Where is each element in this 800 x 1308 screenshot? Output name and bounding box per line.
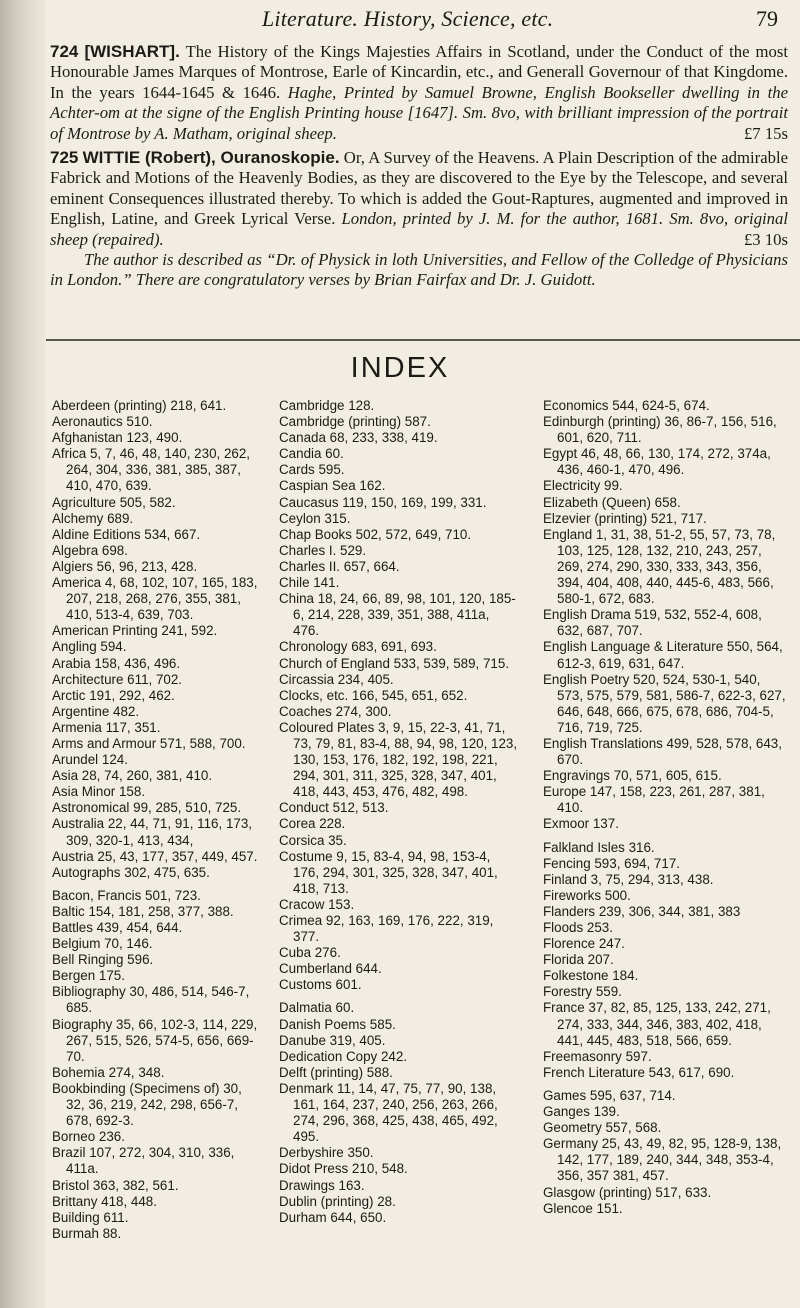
index-entry: Arundel 124. bbox=[52, 752, 128, 768]
index-entry: America 4, 68, 102, 107, 165, 183, 207, 218, 268, 276, 355, 381, 410, 513-4, 639, 703. bbox=[52, 575, 258, 623]
entry-author: [WISHART]. bbox=[84, 42, 180, 61]
index-entry: French Literature 543, 617, 690. bbox=[543, 1064, 735, 1080]
index-entry: Customs 601. bbox=[279, 977, 362, 993]
index-entry: American Printing 241, 592. bbox=[52, 623, 218, 639]
index-entry: Belgium 70, 146. bbox=[52, 936, 153, 952]
index-entry: English Language & Literature 550, 564, 612-3, 619, 631, 647. bbox=[543, 639, 783, 671]
index-entry: Flanders 239, 306, 344, 381, 383 bbox=[543, 903, 741, 919]
index-entry: Cards 595. bbox=[279, 462, 345, 478]
entry-author: WITTIE (Robert), Ouranoskopie. bbox=[82, 148, 340, 168]
index-entry: Candia 60. bbox=[279, 446, 344, 462]
index-entry: Exmoor 137. bbox=[543, 816, 619, 832]
index-entry: Geometry 557, 568. bbox=[543, 1120, 662, 1136]
index-entry: Chronology 683, 691, 693. bbox=[279, 639, 437, 655]
index-entry: Alchemy 689. bbox=[52, 510, 134, 526]
index-entry: Conduct 512, 513. bbox=[279, 800, 389, 816]
index-entry: Astronomical 99, 285, 510, 725. bbox=[52, 800, 242, 816]
index-entry: Elizabeth (Queen) 658. bbox=[543, 494, 681, 510]
index-entry: Baltic 154, 181, 258, 377, 388. bbox=[52, 903, 234, 919]
entry-price: £3 10s bbox=[743, 229, 788, 249]
index-entry: Derbyshire 350. bbox=[279, 1145, 374, 1161]
index-entry: Glasgow (printing) 517, 633. bbox=[543, 1184, 712, 1200]
index-entry: Cuba 276. bbox=[279, 945, 341, 961]
index-entry: Clocks, etc. 166, 545, 651, 652. bbox=[279, 687, 468, 703]
index-entry: Borneo 236. bbox=[52, 1129, 125, 1145]
index-entry: Arabia 158, 436, 496. bbox=[52, 655, 181, 671]
index-entry: Brazil 107, 272, 304, 310, 336, 411a. bbox=[52, 1145, 235, 1177]
index-entry: Crimea 92, 163, 169, 176, 222, 319, 377. bbox=[279, 913, 494, 945]
index-entry: Economics 544, 624-5, 674. bbox=[543, 398, 710, 413]
index-entry: Dalmatia 60. bbox=[279, 1000, 355, 1016]
entry-price: £7 15s bbox=[743, 123, 788, 143]
page-number: 79 bbox=[756, 6, 778, 31]
index-entry: Bristol 363, 382, 561. bbox=[52, 1177, 179, 1193]
catalogue-entry-725 bbox=[50, 148, 788, 291]
index-entry: Arctic 191, 292, 462. bbox=[52, 687, 175, 703]
section-divider bbox=[46, 339, 800, 341]
index-entry: Germany 25, 43, 49, 82, 95, 128-9, 138, 142, 177, 189, 240, 344, 348, 353-4, 356, 357 381, 457. bbox=[543, 1136, 782, 1184]
index-entry: Denmark 11, 14, 47, 75, 77, 90, 138, 161, 164, 237, 240, 256, 263, 266, 274, 296, 368, 425, 438, 465, 492, 495. bbox=[279, 1080, 498, 1145]
index-entry: Asia 28, 74, 260, 381, 410. bbox=[52, 768, 213, 784]
entry-note: The author is described as “Dr. of Physick in loth Universities, and Fellow of the Colledge of Physicians in London.” There are congratulatory verses by Brian Fairfax and Dr. J. Guidott. bbox=[50, 250, 788, 290]
index-entry: Danube 319, 405. bbox=[279, 1032, 386, 1048]
index-entry: Austria 25, 43, 177, 357, 449, 457. bbox=[52, 848, 258, 864]
index-entry: Australia 22, 44, 71, 91, 116, 173, 309, 320-1, 413, 434, bbox=[52, 816, 253, 848]
index-entry: Engravings 70, 571, 605, 615. bbox=[543, 768, 722, 784]
index-entry: Costume 9, 15, 83-4, 94, 98, 153-4, 176, 294, 301, 325, 328, 347, 401, 418, 713. bbox=[279, 848, 498, 896]
index-entry: Algebra 698. bbox=[52, 542, 128, 558]
index-entry: Delft (printing) 588. bbox=[279, 1064, 393, 1080]
index-entry: Falkland Isles 316. bbox=[543, 839, 655, 855]
index-entry: Charles II. 657, 664. bbox=[279, 558, 400, 574]
index-entry: Florida 207. bbox=[543, 952, 614, 968]
index-entry: Cumberland 644. bbox=[279, 961, 382, 977]
index-entry: Arms and Armour 571, 588, 700. bbox=[52, 735, 246, 751]
index-entry: Architecture 611, 702. bbox=[52, 671, 183, 687]
index-entry: Autographs 302, 475, 635. bbox=[52, 864, 210, 880]
index-entry: Cracow 153. bbox=[279, 896, 355, 912]
index-entry: Argentine 482. bbox=[52, 703, 140, 719]
index-entry: Elzevier (printing) 521, 717. bbox=[543, 510, 707, 526]
index-entry: Bacon, Francis 501, 723. bbox=[52, 887, 201, 903]
index-entry: Drawings 163. bbox=[279, 1177, 365, 1193]
index-entry: Algiers 56, 96, 213, 428. bbox=[52, 558, 198, 574]
index-entry: Circassia 234, 405. bbox=[279, 671, 394, 687]
index-entry: Egypt 46, 48, 66, 130, 174, 272, 374a, 436, 460-1, 470, 496. bbox=[543, 446, 771, 478]
index-entry: Angling 594. bbox=[52, 639, 127, 655]
catalogue-entry-724 bbox=[50, 42, 788, 144]
index-entry: Corsica 35. bbox=[279, 832, 347, 848]
index-entry: Battles 439, 454, 644. bbox=[52, 920, 183, 935]
index-column-2 bbox=[279, 398, 519, 1226]
index-entry: Asia Minor 158. bbox=[52, 784, 146, 800]
index-entry: Afghanistan 123, 490. bbox=[52, 430, 183, 446]
index-entry: China 18, 24, 66, 89, 98, 101, 120, 185-6, 214, 228, 339, 351, 388, 411a, 476. bbox=[279, 591, 516, 639]
running-head: Literature. History, Science, etc. bbox=[262, 6, 554, 31]
entry-imprint: Haghe, Printed by Samuel Browne, English Bookseller dwelling in the Achter-om at the signe of the English Printing house [1647]. Sm. 8vo, with brilliant impression of the portrait of Montrose by A. Matham, original sheep. bbox=[50, 82, 788, 143]
index-entry: Africa 5, 7, 46, 48, 140, 230, 262, 264, 304, 336, 381, 385, 387, 410, 470, 639. bbox=[52, 446, 251, 494]
index-entry: Corea 228. bbox=[279, 816, 346, 832]
index-entry: Bookbinding (Specimens of) 30, 32, 36, 219, 242, 298, 656-7, 678, 692-3. bbox=[52, 1080, 242, 1129]
index-entry: Chap Books 502, 572, 649, 710. bbox=[279, 526, 472, 542]
index-entry: Bohemia 274, 348. bbox=[52, 1064, 165, 1080]
index-entry: Coloured Plates 3, 9, 15, 22-3, 41, 71, 73, 79, 81, 83-4, 88, 94, 98, 120, 123, 130, 153, 176, 182, 192, 198, 221, 294, 301, 311, 325, 328, 347, 401, 418, 443, 453, 476, 482, 498. bbox=[279, 719, 518, 800]
index-entry: Games 595, 637, 714. bbox=[543, 1087, 676, 1103]
index-entry: Europe 147, 158, 223, 261, 287, 381, 410. bbox=[543, 784, 765, 816]
index-entry: Ganges 139. bbox=[543, 1104, 620, 1120]
index-entry: Folkestone 184. bbox=[543, 968, 639, 984]
entry-number: 725 bbox=[50, 148, 79, 168]
page-edge-shadow bbox=[0, 0, 46, 1308]
index-entry: Burmah 88. bbox=[52, 1225, 122, 1241]
index-entry: Fireworks 500. bbox=[543, 887, 631, 903]
index-entry: Edinburgh (printing) 36, 86-7, 156, 516, 601, 620, 711. bbox=[543, 414, 777, 446]
index-entry: Bergen 175. bbox=[52, 968, 125, 984]
index-entry: Finland 3, 75, 294, 313, 438. bbox=[543, 871, 714, 887]
index-entry: Bell Ringing 596. bbox=[52, 952, 154, 968]
index-entry: Aeronautics 510. bbox=[52, 414, 153, 430]
page-header bbox=[0, 4, 800, 38]
index-entry: Florence 247. bbox=[543, 936, 625, 952]
index-column-1 bbox=[52, 398, 264, 1242]
index-entry: Cambridge (printing) 587. bbox=[279, 414, 431, 430]
index-entry: Ceylon 315. bbox=[279, 510, 351, 526]
index-entry: Electricity 99. bbox=[543, 478, 623, 494]
index-entry: Dublin (printing) 28. bbox=[279, 1193, 396, 1209]
entry-number: 724 bbox=[50, 42, 79, 61]
index-entry: Didot Press 210, 548. bbox=[279, 1161, 408, 1177]
index-entry: Fencing 593, 694, 717. bbox=[543, 855, 680, 871]
index-entry: Floods 253. bbox=[543, 920, 613, 935]
index-entry: Danish Poems 585. bbox=[279, 1016, 396, 1032]
index-column-3 bbox=[543, 398, 786, 1217]
index-entry: Forestry 559. bbox=[543, 984, 622, 1000]
catalogue-entries bbox=[50, 42, 788, 295]
index-entry: Caspian Sea 162. bbox=[279, 478, 386, 494]
index-entry: Dedication Copy 242. bbox=[279, 1048, 408, 1064]
index-entry: Brittany 418, 448. bbox=[52, 1193, 157, 1209]
index-title: INDEX bbox=[350, 352, 450, 384]
index-entry: Biography 35, 66, 102-3, 114, 229, 267, 515, 526, 574-5, 656, 669-70. bbox=[52, 1016, 258, 1064]
index-entry: English Translations 499, 528, 578, 643, 670. bbox=[543, 735, 782, 768]
index-entry: Cambridge 128. bbox=[279, 398, 375, 413]
index-entry: English Poetry 520, 524, 530-1, 540, 573, 575, 579, 581, 586-7, 622-3, 627, 646, 648, 666, 675, 678, 686, 704-5, 716, 719, 725. bbox=[543, 671, 786, 735]
index-entry: Aberdeen (printing) 218, 641. bbox=[52, 398, 227, 413]
index-entry: Caucasus 119, 150, 169, 199, 331. bbox=[279, 494, 487, 510]
index-entry: Chile 141. bbox=[279, 575, 340, 591]
index-entry: England 1, 31, 38, 51-2, 55, 57, 73, 78, 103, 125, 128, 132, 210, 243, 257, 269, 274, 290, 330, 333, 343, 356, 394, 404, 408, 440, 445-6, 483, 566, 580-1, 672, 683. bbox=[543, 526, 776, 607]
index-entry: Bibliography 30, 486, 514, 546-7, 685. bbox=[52, 984, 250, 1016]
index-entry: Canada 68, 233, 338, 419. bbox=[279, 430, 438, 446]
entry-text: The History of the Kings Majesties Affairs in Scotland, under the Conduct of the most Honourable James Marques of Montrose, Earle of Kincardin, etc., and Generall Governour of that Kingdome. In the years 1644-1645 & 1646. bbox=[50, 42, 789, 102]
index-entry: Agriculture 505, 582. bbox=[52, 494, 176, 510]
index-entry: France 37, 82, 85, 125, 133, 242, 271, 274, 333, 344, 346, 383, 402, 418, 441, 445, 483, 518, 566, 659. bbox=[543, 1000, 771, 1048]
index-entry: English Drama 519, 532, 552-4, 608, 632, 687, 707. bbox=[543, 607, 762, 639]
index-entry: Charles I. 529. bbox=[279, 542, 367, 558]
index-entry: Durham 644, 650. bbox=[279, 1209, 387, 1225]
entry-imprint: London, printed by J. M. for the author, 1681. Sm. 8vo, original sheep (repaired). bbox=[50, 209, 789, 249]
index-entry: Armenia 117, 351. bbox=[52, 719, 161, 735]
index-entry: Church of England 533, 539, 589, 715. bbox=[279, 655, 510, 671]
index-entry: Building 611. bbox=[52, 1209, 129, 1225]
index-entry: Coaches 274, 300. bbox=[279, 703, 392, 719]
entry-text: Or, A Survey of the Heavens. A Plain Description of the admirable Fabrick and Motions of the Heavenly Bodies, as they are discovered to the Eye by the Telescope, and several eminent Consequences illustrated thereby. To which is added the Gout-Raptures, augmented and improved in English, Latine, and Greek Lyrical Verse. bbox=[50, 148, 788, 229]
index-entry: Aldine Editions 534, 667. bbox=[52, 526, 201, 542]
index-entry: Glencoe 151. bbox=[543, 1200, 623, 1216]
index-entry: Freemasonry 597. bbox=[543, 1048, 652, 1064]
